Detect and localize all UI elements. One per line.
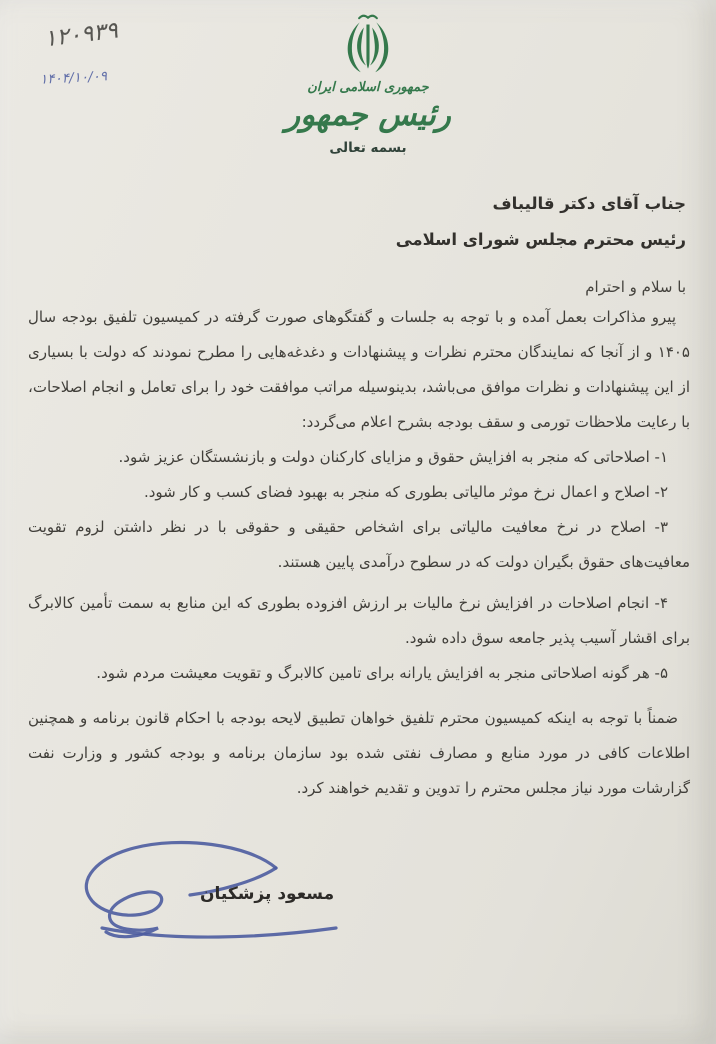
list-item-2: ۲- اصلاح و اعمال نرخ موثر مالیاتی بطوری که منجر به بهبود فضای کسب و کار شود. xyxy=(143,483,668,502)
country-name: جمهوری اسلامی ایران xyxy=(307,80,429,96)
recipient-name: جناب آقای دکتر قالیباف xyxy=(492,194,686,214)
letterhead xyxy=(10,0,716,156)
letter-body xyxy=(28,300,690,806)
closing-paragraph: ضمناً با توجه به اینکه کمیسیون محترم تلفیق خواهان تطبیق لایحه بودجه با احکام قانون برنامه و همچنین اطلاعات کافی در مورد منابع و مصارف نفتی شده بود سازمان برنامه و بودجه کشور و وزارت نفت گزارشات مورد نیاز مجلس محترم را تدوین و تقدیم خواهند کرد. xyxy=(28,709,690,798)
recipient-role: رئیس محترم مجلس شورای اسلامی xyxy=(395,230,686,250)
president-title: رئیس جمهور xyxy=(285,97,451,134)
list-item-4: ۴- انجام اصلاحات در افزایش نرخ مالیات بر ارزش افزوده بطوری که این منابع به سمت تأمین کالابرگ برای اقشار آسیب پذیر جامعه سوق داده شود. xyxy=(28,594,690,648)
salutation: با سلام و احترام xyxy=(585,278,686,297)
recipient-block xyxy=(0,186,686,258)
bismillah: بسمه تعالی xyxy=(329,140,407,157)
list-item-1: ۱- اصلاحاتی که منجر به افزایش حقوق و مزایای کارکنان دولت و بازنشستگان عزیز شود. xyxy=(118,448,668,467)
handwritten-date: ۱۴۰۴/۱۰/۰۹ xyxy=(39,68,108,88)
list-item-5: ۵- هر گونه اصلاحاتی منجر به افزایش یارانه برای تامین کالابرگ و تقویت معیشت مردم شود. xyxy=(96,664,668,683)
signatory-name: مسعود پزشکیان xyxy=(200,884,335,905)
list-item-3: ۳- اصلاح در نرخ معافیت مالیاتی برای اشخاص حقیقی و حقوقی با در نظر داشتن لزوم تقویت معافیت‌های حقوق بگیران دولت که در سطوح درآمدی پایین هستند. xyxy=(28,518,690,572)
intro-paragraph: پیرو مذاکرات بعمل آمده و با توجه به جلسات و گفتگوهای صورت گرفته در کمیسیون تلفیق بودجه سال ۱۴۰۵ و از آنجا که نمایندگان محترم نظرات و پیشنهادات و دغدغه‌هایی را مطرح نمودند که دولت با بسیاری از این پیشنهادات و نظرات موافق می‌باشد، بدینوسیله مراتب موافقت خود را برای تعامل و انجام اصلاحات، با رعایت ملاحظات تورمی و سقف بودجه بشرح اعلام می‌گردد: xyxy=(28,308,690,432)
iran-emblem-icon xyxy=(342,13,394,73)
handwritten-ref-number: ۱۲۰۹۳۹ xyxy=(42,17,120,53)
signature-block xyxy=(52,834,352,949)
